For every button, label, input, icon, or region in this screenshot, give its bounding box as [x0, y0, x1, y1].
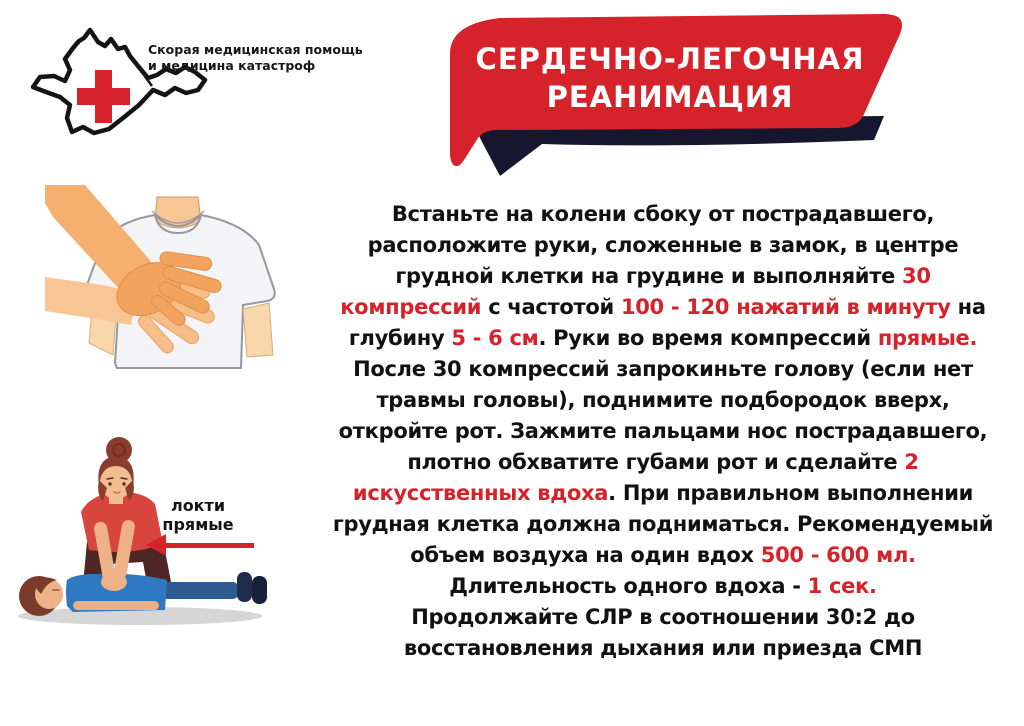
instruction-segment: восстановления дыхания или приезда СМП	[403, 636, 923, 660]
instruction-segment: После 30 компрессий запрокиньте голову (если нет	[353, 357, 973, 381]
instruction-segment: на	[950, 295, 986, 319]
instruction-segment: откройте рот. Зажмите пальцами нос пострадавшего,	[338, 419, 988, 443]
instruction-segment: Длительность одного вдоха -	[449, 574, 808, 598]
instruction-segment: . Руки во время компрессий	[538, 326, 878, 350]
logo-text-line2: и медицина катастроф	[148, 58, 316, 73]
instruction-segment: с частотой	[481, 295, 621, 319]
arrow-shaft	[160, 543, 254, 548]
elbows-straight-label-line2: прямые	[162, 515, 234, 534]
instruction-line	[306, 447, 1020, 478]
logo-text-line1: Скорая медицинская помощь	[148, 42, 363, 57]
instruction-line	[306, 199, 1020, 230]
instruction-line	[306, 230, 1020, 261]
instruction-highlight: прямые.	[877, 326, 978, 350]
banner-title-line2: РЕАНИМАЦИЯ	[546, 80, 794, 114]
instruction-line	[306, 478, 1020, 509]
title-banner	[438, 6, 926, 178]
instructions-text	[306, 199, 1020, 664]
instruction-segment: объем воздуха на один вдох	[410, 543, 761, 567]
instruction-line	[306, 540, 1020, 571]
instruction-highlight: 500 - 600 мл.	[760, 543, 916, 567]
instruction-line	[306, 509, 1020, 540]
logo-text	[148, 42, 378, 74]
instruction-segment: Встаньте на колени сбоку от пострадавшего,	[391, 202, 935, 226]
instruction-segment: расположите руки, сложенные в замок, в центре	[367, 233, 959, 257]
instruction-segment: травмы головы), поднимите подбородок вверх,	[376, 388, 950, 412]
instruction-line	[306, 416, 1020, 447]
instruction-segment: грудной клетки на грудине и выполняйте	[395, 264, 903, 288]
instruction-segment: Продолжайте СЛР в соотношении 30:2 до	[411, 605, 915, 629]
chest-compression-hands-illustration	[45, 185, 310, 370]
instruction-line	[306, 385, 1020, 416]
banner-title-line1: СЕРДЕЧНО-ЛЕГОЧНАЯ	[475, 42, 865, 76]
instruction-segment: плотно обхватите губами рот и сделайте	[407, 450, 905, 474]
instruction-line	[306, 633, 1020, 664]
arrow-left-icon	[146, 534, 254, 556]
instruction-segment: глубину	[348, 326, 452, 350]
instruction-line	[306, 323, 1020, 354]
instruction-line	[306, 571, 1020, 602]
instruction-segment: грудная клетка должна подниматься. Рекомендуемый	[332, 512, 994, 536]
instruction-highlight: 2	[904, 450, 919, 474]
instruction-highlight: 30	[902, 264, 931, 288]
elbows-straight-label-line1: локти	[170, 496, 226, 515]
instruction-highlight: 100 - 120 нажатий в минуту	[620, 295, 951, 319]
instruction-line	[306, 292, 1020, 323]
instruction-highlight: 5 - 6 см	[451, 326, 539, 350]
instruction-segment: . При правильном выполнении	[608, 481, 974, 505]
instruction-highlight: искусственных вдоха	[352, 481, 609, 505]
instruction-highlight: компрессий	[340, 295, 482, 319]
instruction-line	[306, 602, 1020, 633]
instruction-line	[306, 354, 1020, 385]
elbows-straight-label	[146, 496, 250, 534]
arrow-head	[146, 534, 166, 556]
instruction-line	[306, 261, 1020, 292]
instruction-highlight: 1 сек.	[807, 574, 877, 598]
